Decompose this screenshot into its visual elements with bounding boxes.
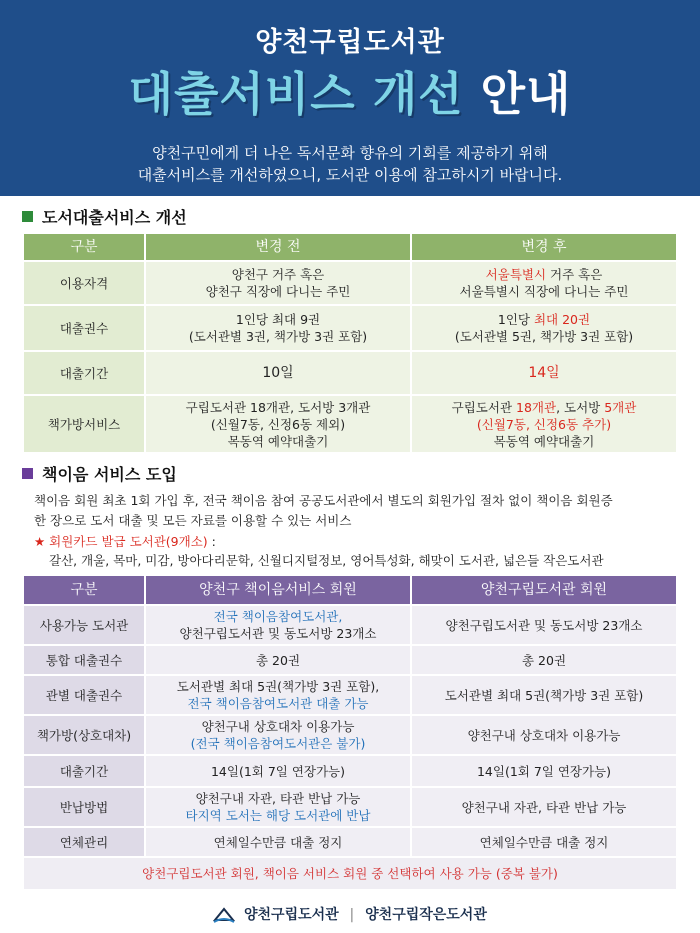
cell-line: 양천구 거주 혹은 bbox=[231, 267, 325, 282]
table-row bbox=[24, 396, 676, 452]
row-label: 통합 대출권수 bbox=[24, 646, 144, 674]
description-line: 한 장으로 도서 대출 및 모든 자료를 이용할 수 있는 서비스 bbox=[34, 513, 352, 528]
before-cell bbox=[146, 396, 410, 452]
row-label: 반납방법 bbox=[24, 788, 144, 826]
chaekieum-cell: 14일(1회 7일 연장가능) bbox=[146, 756, 410, 786]
table-header-cell: 구분 bbox=[24, 576, 144, 604]
cell-line: 도서관별 최대 5권(책가방 3권 포함), bbox=[176, 679, 380, 694]
before-cell bbox=[146, 262, 410, 304]
after-cell bbox=[412, 396, 676, 452]
highlight-text: 최대 20권 bbox=[533, 312, 591, 327]
cell-line bbox=[412, 311, 676, 328]
cell-text: 1인당 bbox=[497, 312, 534, 327]
subtitle-line-1: 양천구민에게 더 나은 독서문화 향유의 기회를 제공하기 위해 bbox=[152, 144, 548, 162]
row-label: 관별 대출권수 bbox=[24, 676, 144, 714]
cell-line: 전국 책이음참여도서관 대출 가능 bbox=[187, 696, 369, 711]
green-square-icon bbox=[22, 211, 33, 222]
cell-line: 타지역 도서는 해당 도서관에 반납 bbox=[185, 808, 371, 823]
page-subtitle bbox=[0, 142, 700, 186]
table-row bbox=[24, 606, 676, 644]
highlight-text: 18개관 bbox=[516, 399, 557, 415]
chaekieum-cell bbox=[146, 788, 410, 826]
page-title-accent: 대출서비스 개선 bbox=[128, 67, 464, 121]
header-banner bbox=[0, 0, 700, 196]
library-member-cell: 연체일수만큼 대출 정지 bbox=[412, 828, 676, 856]
card-libraries-title-text: ★ 회원카드 발급 도서관(9개소) bbox=[34, 534, 208, 549]
cell-line: 양천구립도서관 및 동도서방 23개소 bbox=[179, 626, 377, 641]
library-member-cell: 양천구내 상호대차 이용가능 bbox=[412, 716, 676, 754]
chaekieum-cell: 총 20권 bbox=[146, 646, 410, 674]
before-cell bbox=[146, 306, 410, 350]
cell-line: 구립도서관 18개관, 도서방 3개관 bbox=[185, 399, 371, 415]
row-label: 이용자격 bbox=[24, 262, 144, 304]
row-label: 대출기간 bbox=[24, 756, 144, 786]
table-row bbox=[24, 676, 676, 714]
cell-text: 거주 혹은 bbox=[546, 267, 603, 282]
row-label: 사용가능 도서관 bbox=[24, 606, 144, 644]
chaekieum-table bbox=[22, 574, 678, 891]
cell-line: (도서관별 3권, 책가방 3권 포함) bbox=[188, 329, 368, 344]
row-label: 연체관리 bbox=[24, 828, 144, 856]
subtitle-line-2: 대출서비스를 개선하였으니, 도서관 이용에 참고하시기 바랍니다. bbox=[137, 166, 563, 184]
logo-separator: | bbox=[349, 907, 355, 923]
cell-line: 목동역 예약대출기 bbox=[493, 433, 595, 449]
card-libraries-title bbox=[34, 532, 216, 550]
cell-line bbox=[412, 399, 676, 416]
table-row bbox=[24, 352, 676, 394]
table-footnote: 양천구립도서관 회원, 책이음 서비스 회원 중 선택하여 사용 가능 (중복 불가) bbox=[24, 858, 676, 889]
purple-square-icon bbox=[22, 468, 33, 479]
chaekieum-cell: 연체일수만큼 대출 정지 bbox=[146, 828, 410, 856]
chaekieum-cell bbox=[146, 676, 410, 714]
table-header-cell: 양천구 책이음서비스 회원 bbox=[146, 576, 410, 604]
library-member-cell: 양천구내 자관, 타관 반납 가능 bbox=[412, 788, 676, 826]
library-name: 양천구립도서관 bbox=[255, 27, 445, 58]
page-title-plain: 안내 bbox=[480, 67, 572, 121]
section2-title bbox=[22, 462, 177, 485]
chaekieum-cell bbox=[146, 606, 410, 644]
library-member-cell: 14일(1회 7일 연장가능) bbox=[412, 756, 676, 786]
highlight-text: 서울특별시 bbox=[485, 267, 547, 282]
table-header-row bbox=[24, 576, 676, 604]
cell-line: 양천구내 상호대차 이용가능 bbox=[201, 719, 355, 734]
logo-right-text: 양천구립작은도서관 bbox=[365, 907, 487, 923]
logo-left-text: 양천구립도서관 bbox=[244, 907, 339, 923]
service-description bbox=[34, 491, 674, 531]
highlight-text: 5개관 bbox=[604, 399, 637, 415]
table-row bbox=[24, 306, 676, 350]
table-row bbox=[24, 716, 676, 754]
cell-line: 서울특별시 직장에 다니는 주민 bbox=[459, 284, 629, 299]
chaekieum-cell bbox=[146, 716, 410, 754]
card-libraries-title-colon: : bbox=[207, 534, 216, 549]
cell-line: (신월7동, 신정6동 제외) bbox=[210, 416, 346, 432]
cell-line: 1인당 최대 9권 bbox=[235, 312, 321, 327]
table-header-row bbox=[24, 234, 676, 260]
row-label: 책가방(상호대차) bbox=[24, 716, 144, 754]
after-cell bbox=[412, 306, 676, 350]
table-row bbox=[24, 828, 676, 856]
lending-service-table bbox=[22, 232, 678, 454]
table-header-cell: 변경 후 bbox=[412, 234, 676, 260]
table-row bbox=[24, 788, 676, 826]
section2-title-text: 책이음 서비스 도입 bbox=[42, 465, 177, 484]
table-row bbox=[24, 262, 676, 304]
table-header-cell: 변경 전 bbox=[146, 234, 410, 260]
page-title bbox=[0, 58, 700, 124]
table-header-cell: 양천구립도서관 회원 bbox=[412, 576, 676, 604]
cell-line: 전국 책이음참여도서관, bbox=[213, 609, 343, 624]
after-cell bbox=[412, 262, 676, 304]
row-label: 대출권수 bbox=[24, 306, 144, 350]
description-line: 책이음 회원 최초 1회 가입 후, 전국 책이음 참여 공공도서관에서 별도의 회원가입 절차 없이 책이음 회원증 bbox=[34, 493, 613, 508]
cell-line: (전국 책이음참여도서관은 불가) bbox=[190, 736, 366, 751]
table-footnote-row bbox=[24, 858, 676, 889]
cell-text: 구립도서관 bbox=[451, 399, 517, 415]
library-logo-icon bbox=[213, 906, 235, 924]
library-member-cell: 총 20권 bbox=[412, 646, 676, 674]
library-member-cell: 양천구립도서관 및 동도서방 23개소 bbox=[412, 606, 676, 644]
card-libraries-list: 갈산, 개울, 목마, 미감, 방아다리문학, 신월디지털정보, 영어특성화, 해맞이 도서관, 넓은들 작은도서관 bbox=[49, 553, 604, 568]
table-header-cell: 구분 bbox=[24, 234, 144, 260]
cell-line: 목동역 예약대출기 bbox=[227, 433, 329, 449]
library-member-cell: 도서관별 최대 5권(책가방 3권 포함) bbox=[412, 676, 676, 714]
section1-title bbox=[22, 205, 187, 228]
cell-text: , 도서방 bbox=[556, 399, 605, 415]
after-cell: 14일 bbox=[412, 352, 676, 394]
footer-logos bbox=[0, 904, 700, 924]
cell-line bbox=[412, 266, 676, 283]
cell-line: 양천구내 자관, 타관 반납 가능 bbox=[195, 791, 361, 806]
section1-title-text: 도서대출서비스 개선 bbox=[42, 208, 187, 227]
row-label: 대출기간 bbox=[24, 352, 144, 394]
row-label: 책가방서비스 bbox=[24, 396, 144, 452]
cell-line: 양천구 직장에 다니는 주민 bbox=[205, 284, 351, 299]
cell-line: (신월7동, 신정6동 추가) bbox=[476, 416, 612, 432]
table-row bbox=[24, 756, 676, 786]
table-row bbox=[24, 646, 676, 674]
before-cell: 10일 bbox=[146, 352, 410, 394]
cell-line: (도서관별 5권, 책가방 3권 포함) bbox=[454, 329, 634, 344]
